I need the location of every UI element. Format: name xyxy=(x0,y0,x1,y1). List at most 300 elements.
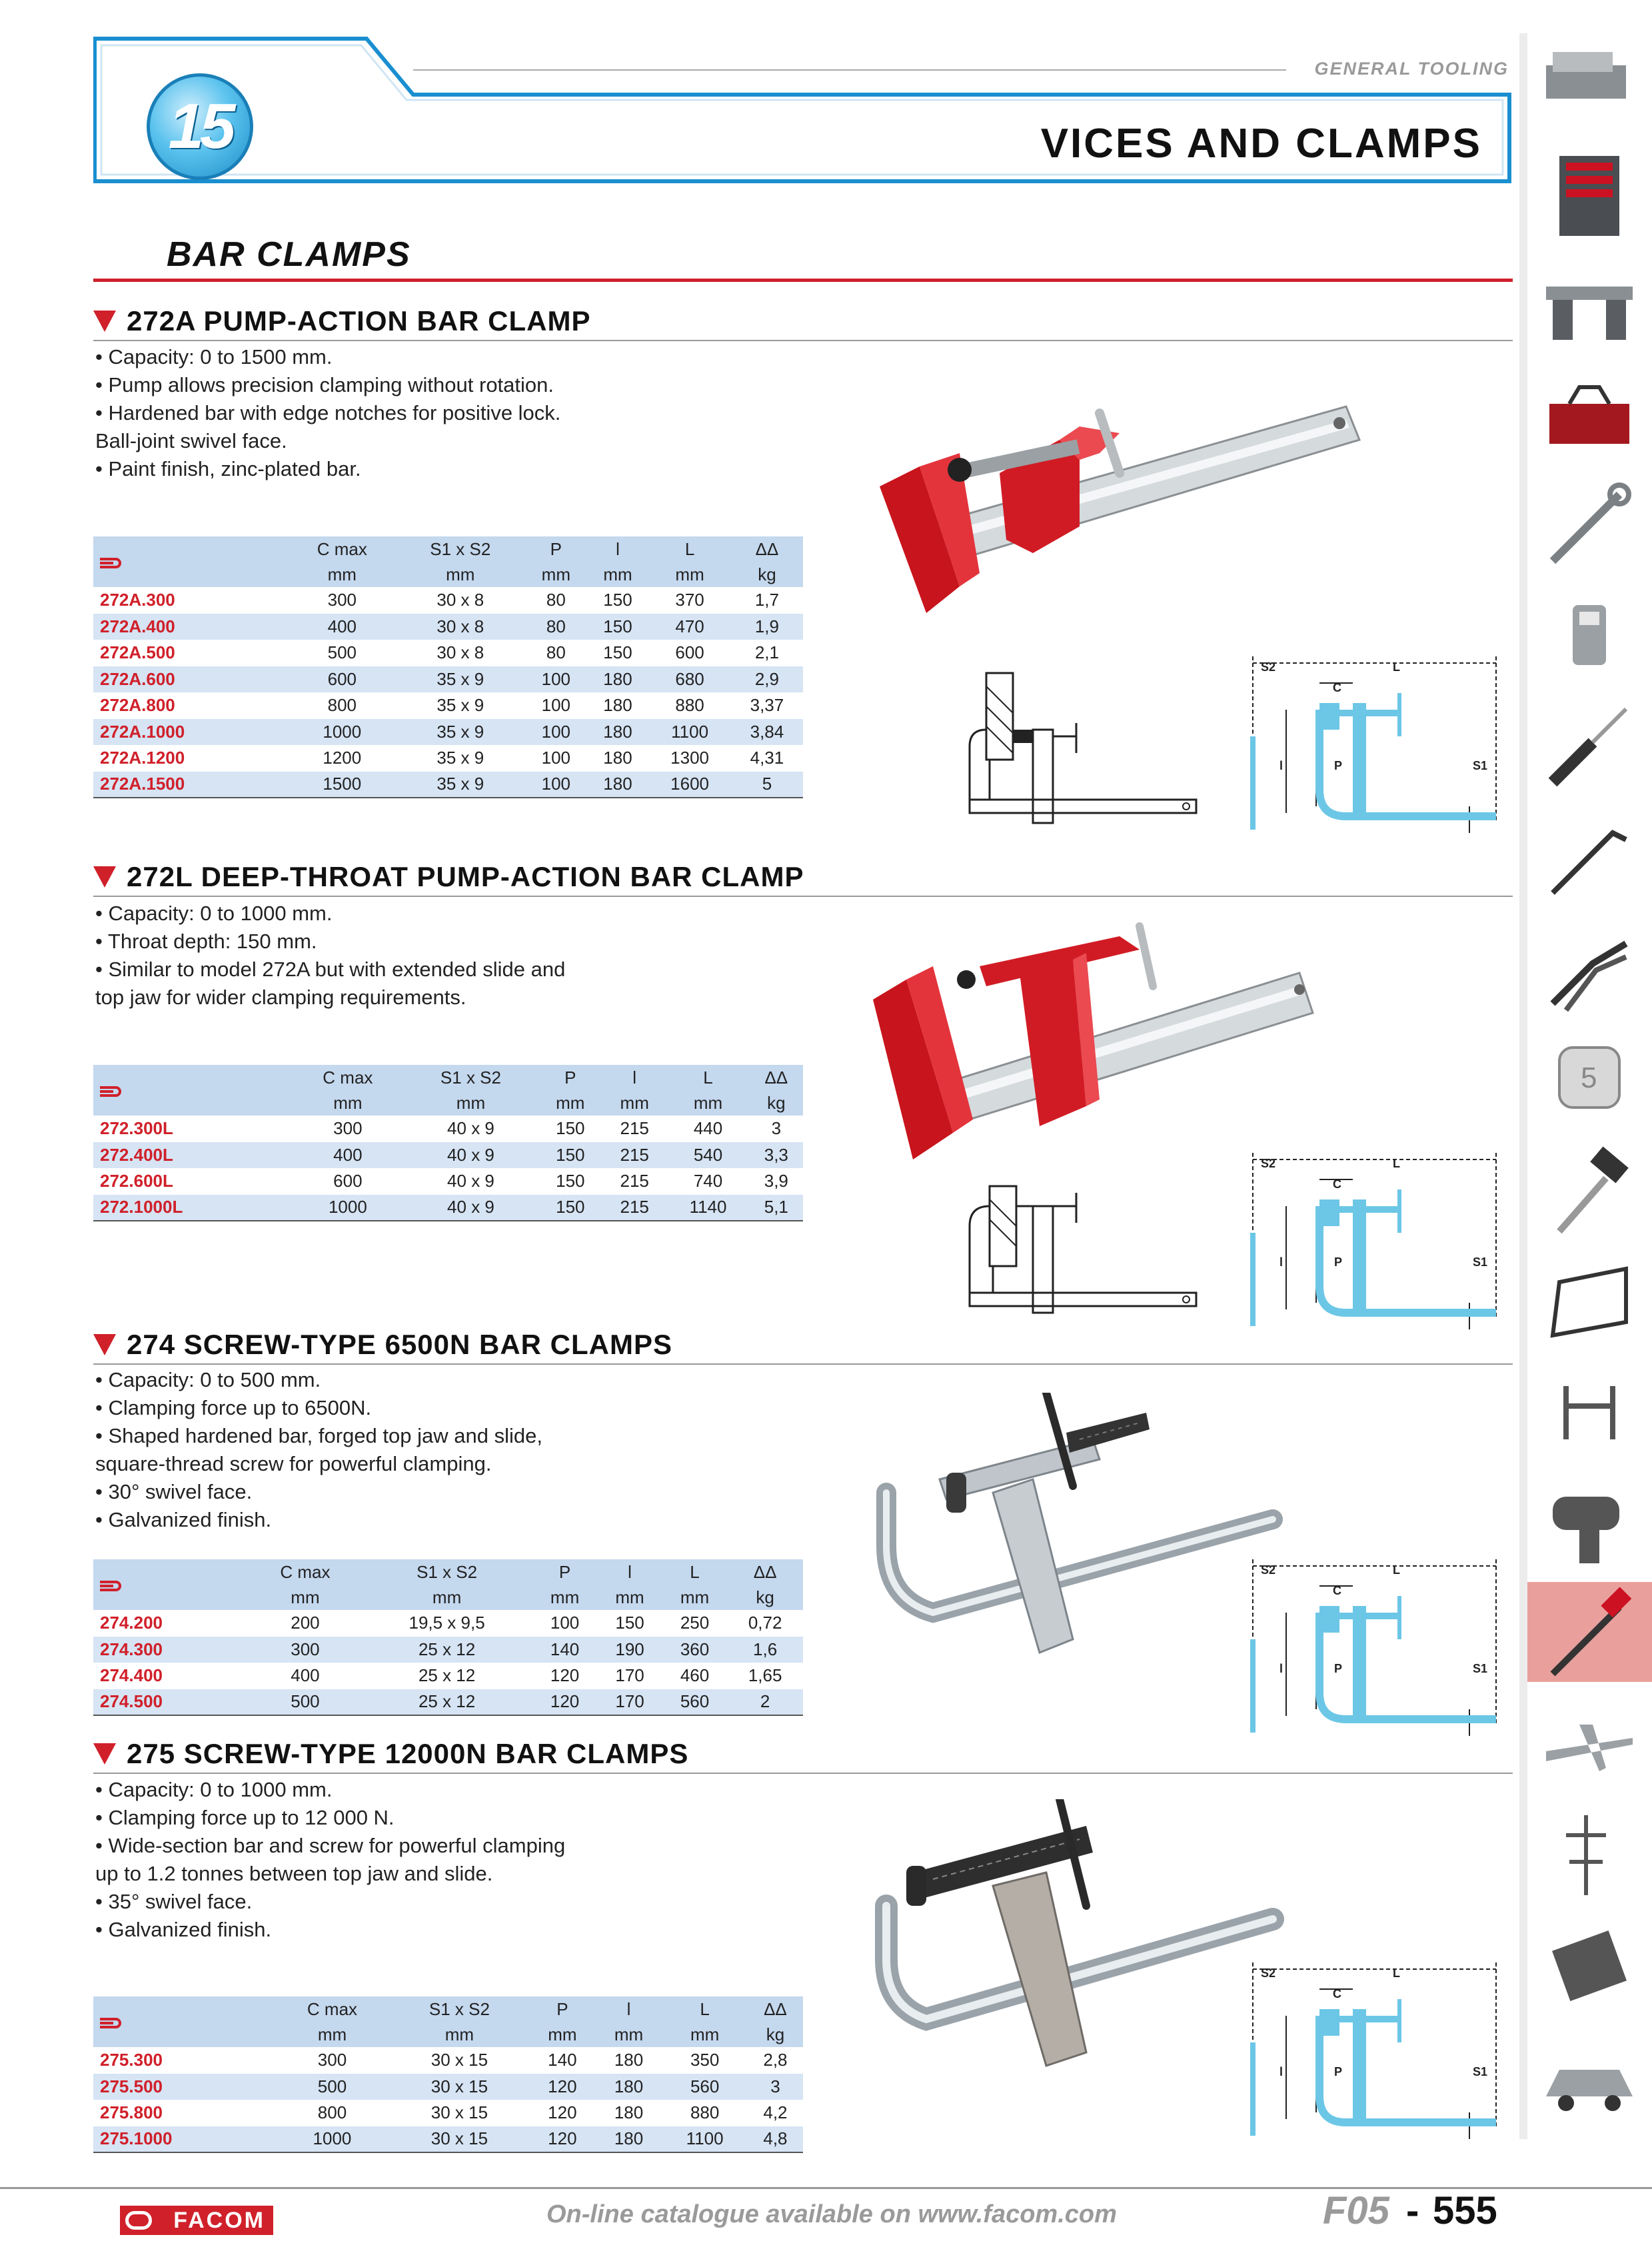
dimension-label-s2: S2 xyxy=(1261,1157,1276,1170)
column-header: ΔΔ xyxy=(750,1065,803,1090)
value-cell: 180 xyxy=(596,2074,662,2100)
value-cell: 180 xyxy=(596,2126,662,2153)
value-cell: 800 xyxy=(317,2102,347,2123)
product-title-text: 274 SCREW-TYPE 6500N BAR CLAMPS xyxy=(127,1329,673,1360)
description-line: • Paint finish, zinc-plated bar. xyxy=(95,457,361,480)
description-line: • Capacity: 0 to 500 mm. xyxy=(95,1368,321,1391)
reference-cell: 272.600L xyxy=(100,1171,173,1191)
table-row xyxy=(93,719,803,746)
value-cell: 19,5 x 9,5 xyxy=(409,1613,485,1633)
value-cell: 880 xyxy=(690,2102,720,2123)
table-row xyxy=(93,1637,803,1663)
sidenav-item[interactable] xyxy=(1527,1914,1652,2014)
value-cell: 120 xyxy=(529,2074,596,2100)
dimension-label-i: l xyxy=(1279,1255,1283,1269)
description-line: • Galvanized finish. xyxy=(95,1918,272,1941)
value-cell: 100 xyxy=(541,695,571,716)
reference-cell: 272A.600 xyxy=(93,666,289,693)
reference-cell: 272A.1200 xyxy=(100,748,185,768)
value-cell: 40 x 9 xyxy=(447,1171,494,1191)
spec-table xyxy=(93,1065,803,1221)
unit-header: mm xyxy=(662,2022,747,2047)
spec-table xyxy=(93,536,803,798)
value-cell: 400 xyxy=(291,1665,320,1686)
value-cell: 215 xyxy=(602,1142,666,1169)
electrical-icon xyxy=(1539,1809,1639,1902)
sidenav-item[interactable] xyxy=(1527,1250,1652,1350)
dimension-label-s1: S1 xyxy=(1473,2065,1488,2078)
table-row xyxy=(93,1610,803,1637)
column-header: l xyxy=(597,1559,662,1585)
value-cell: 400 xyxy=(289,614,395,640)
value-cell: 30 x 15 xyxy=(390,2126,529,2153)
column-header: S1 x S2 xyxy=(390,1996,529,2022)
value-cell: 300 xyxy=(317,2050,347,2070)
column-header: L xyxy=(648,536,731,562)
product-title-text: 275 SCREW-TYPE 12000N BAR CLAMPS xyxy=(127,1738,689,1769)
reference-column-header xyxy=(93,1559,249,1610)
column-header: C max xyxy=(292,1065,403,1090)
value-cell: 25 x 12 xyxy=(361,1637,532,1663)
reference-cell: 274.500 xyxy=(93,1689,249,1716)
car-icon xyxy=(1539,2030,1639,2123)
value-cell: 25 x 12 xyxy=(361,1689,532,1716)
value-cell: 150 xyxy=(603,642,632,663)
vice-icon xyxy=(1539,39,1639,132)
table-row xyxy=(93,640,803,666)
value-cell: 150 xyxy=(538,1195,602,1221)
dimension-label-p: P xyxy=(1334,2065,1343,2078)
sidenav-item[interactable] xyxy=(1527,1803,1652,1903)
value-cell: 120 xyxy=(532,1689,597,1716)
column-header: L xyxy=(666,1065,749,1090)
value-cell: 200 xyxy=(291,1613,320,1633)
aircraft-icon xyxy=(1539,1698,1639,1791)
table-row xyxy=(93,2126,803,2153)
sidenav-item[interactable] xyxy=(1527,697,1652,797)
product-rule xyxy=(93,1363,1513,1365)
dimension-label-l: L xyxy=(1393,1563,1400,1577)
unit-header: kg xyxy=(750,1090,803,1116)
table-row xyxy=(93,1168,803,1195)
column-header: ΔΔ xyxy=(731,536,803,562)
facom-logo-mark-icon xyxy=(125,2211,152,2230)
dimension-label-c: C xyxy=(1333,1177,1341,1191)
value-cell: 4,31 xyxy=(750,748,784,768)
wrench-icon xyxy=(1539,481,1639,574)
value-cell: 100 xyxy=(525,719,587,746)
sidenav-item[interactable] xyxy=(1527,144,1652,244)
unit-header: mm xyxy=(289,562,395,587)
reference-column-header xyxy=(93,1996,275,2047)
value-cell: 360 xyxy=(662,1637,727,1663)
value-cell: 1000 xyxy=(289,719,395,746)
value-cell: 440 xyxy=(693,1118,723,1139)
reference-cell: 275.800 xyxy=(100,2102,163,2123)
sidenav-item[interactable] xyxy=(1527,586,1652,686)
description-line: • Wide-section bar and screw for powerful clamping xyxy=(95,1834,566,1857)
footer-tagline: On-line catalogue available on www.facom.com xyxy=(546,2200,1117,2228)
value-cell: 180 xyxy=(587,719,649,746)
column-header: S1 x S2 xyxy=(361,1559,532,1585)
hex-key-icon xyxy=(1539,813,1639,906)
value-cell: 150 xyxy=(615,1613,644,1633)
value-cell: 1300 xyxy=(670,748,710,768)
sidenav-item[interactable] xyxy=(1527,2024,1652,2124)
value-cell: 180 xyxy=(587,772,649,798)
value-cell: 180 xyxy=(603,748,632,768)
table-row xyxy=(93,1689,803,1716)
reference-cell: 272A.400 xyxy=(93,614,289,640)
deep-throat-clamp-photo xyxy=(873,913,1326,1166)
dimension-label-s2: S2 xyxy=(1261,1966,1276,1980)
reference-cell: 275.300 xyxy=(100,2050,163,2070)
sidenav-item[interactable] xyxy=(1527,365,1652,465)
value-cell: 560 xyxy=(662,1689,727,1716)
toolbox-icon xyxy=(1539,371,1639,464)
pliers-icon xyxy=(1539,924,1639,1017)
unit-header: mm xyxy=(602,1090,666,1116)
product-title xyxy=(93,861,804,893)
sidenav-item[interactable] xyxy=(1527,1471,1652,1571)
value-cell: 300 xyxy=(249,1637,362,1663)
dimension-label-p: P xyxy=(1334,759,1343,772)
value-cell: 3,37 xyxy=(750,695,784,716)
unit-header: kg xyxy=(731,562,803,587)
sidenav-item[interactable] xyxy=(1527,1029,1652,1129)
value-cell: 2 xyxy=(727,1689,803,1716)
sidenav-bar xyxy=(1519,33,1527,2139)
reference-column-header xyxy=(93,1065,292,1116)
reference-cell: 272A.800 xyxy=(100,695,175,716)
tape-measure-icon xyxy=(1539,1034,1639,1128)
value-cell: 30 x 15 xyxy=(430,2102,488,2123)
value-cell: 150 xyxy=(538,1142,602,1169)
value-cell: 680 xyxy=(648,666,731,693)
pump-clamp-photo xyxy=(880,386,1379,626)
unit-header: mm xyxy=(648,562,731,587)
screwdriver-icon xyxy=(1539,702,1639,796)
table-row xyxy=(93,1116,803,1142)
value-cell: 180 xyxy=(614,2102,644,2123)
value-cell: 35 x 9 xyxy=(396,772,525,798)
value-cell: 540 xyxy=(666,1142,749,1169)
column-header: S1 x S2 xyxy=(396,536,525,562)
description-line: • Clamping force up to 12 000 N. xyxy=(95,1806,395,1829)
description-line: • Pump allows precision clamping without rotation. xyxy=(95,373,554,396)
spec-table xyxy=(93,1559,803,1716)
value-cell: 180 xyxy=(614,2050,644,2070)
dimension-diagram xyxy=(1233,1153,1499,1333)
value-cell: 470 xyxy=(648,614,731,640)
value-cell: 170 xyxy=(597,1689,662,1716)
value-cell: 1140 xyxy=(666,1195,749,1221)
value-cell: 460 xyxy=(680,1665,710,1686)
triangle-marker-icon xyxy=(93,866,116,888)
main-title: BAR CLAMPS xyxy=(167,235,411,274)
facom-reference-icon xyxy=(99,2016,121,2030)
value-cell: 215 xyxy=(620,1118,649,1139)
value-cell: 40 x 9 xyxy=(403,1195,538,1221)
description-line: square-thread screw for powerful clamping. xyxy=(95,1452,492,1475)
unit-header: kg xyxy=(748,2022,803,2047)
value-cell: 1000 xyxy=(275,2126,390,2153)
value-cell: 1100 xyxy=(648,719,731,746)
triangle-marker-icon xyxy=(93,1334,116,1355)
table-header-row xyxy=(93,1559,803,1585)
value-cell: 80 xyxy=(546,642,566,663)
column-header: P xyxy=(532,1559,597,1585)
reference-cell: 274.400 xyxy=(100,1665,163,1686)
value-cell: 120 xyxy=(550,1665,580,1686)
value-cell: 215 xyxy=(602,1195,666,1221)
product-description xyxy=(95,1776,695,1944)
unit-header: mm xyxy=(396,562,525,587)
description-line: • Hardened bar with edge notches for positive lock. xyxy=(95,401,561,424)
table-row xyxy=(93,772,803,798)
value-cell: 250 xyxy=(680,1613,710,1633)
description-line: up to 1.2 tonnes between top jaw and slide. xyxy=(95,1862,493,1885)
value-cell: 400 xyxy=(292,1142,403,1169)
value-cell: 120 xyxy=(529,2126,596,2153)
value-cell: 80 xyxy=(525,614,587,640)
value-cell: 1000 xyxy=(292,1195,403,1221)
table-row xyxy=(93,2074,803,2100)
pipe-wrench-icon xyxy=(1539,1587,1639,1681)
column-header: L xyxy=(662,1996,747,2022)
sidenav-item[interactable] xyxy=(1527,808,1652,908)
column-header: L xyxy=(662,1559,727,1585)
value-cell: 4,8 xyxy=(748,2126,803,2153)
dimension-diagram xyxy=(1233,1559,1499,1739)
unit-header: mm xyxy=(666,1090,749,1116)
description-line: • Shaped hardened bar, forged top jaw and slide, xyxy=(95,1424,542,1447)
clamp-side-diagram xyxy=(960,666,1200,826)
value-cell: 30 x 8 xyxy=(436,590,484,610)
value-cell: 2,9 xyxy=(731,666,803,693)
table-row xyxy=(93,1195,803,1221)
value-cell: 370 xyxy=(675,590,704,610)
value-cell: 80 xyxy=(546,590,566,610)
sidenav-item[interactable] xyxy=(1527,918,1652,1018)
value-cell: 150 xyxy=(556,1118,585,1139)
value-cell: 35 x 9 xyxy=(436,748,484,768)
value-cell: 500 xyxy=(275,2074,390,2100)
table-header-row xyxy=(93,1065,803,1090)
column-header: C max xyxy=(289,536,395,562)
value-cell: 3 xyxy=(771,1118,782,1139)
dimension-label-i: l xyxy=(1279,2065,1283,2078)
column-header: ΔΔ xyxy=(748,1996,803,2022)
footer-rule xyxy=(0,2187,1652,2189)
reference-cell: 274.200 xyxy=(100,1613,163,1633)
page-number: 555 xyxy=(1433,2189,1497,2232)
value-cell: 1200 xyxy=(323,748,362,768)
description-line: top jaw for wider clamping requirements. xyxy=(95,986,466,1009)
column-header: l xyxy=(596,1996,662,2022)
description-line: • Similar to model 272A but with extended slide and xyxy=(95,958,566,981)
value-cell: 350 xyxy=(690,2050,720,2070)
unit-header: mm xyxy=(403,1090,538,1116)
value-cell: 140 xyxy=(548,2050,577,2070)
description-line: • Clamping force up to 6500N. xyxy=(95,1396,372,1419)
dimension-diagram xyxy=(1233,656,1499,836)
value-cell: 2,8 xyxy=(763,2050,788,2070)
value-cell: 40 x 9 xyxy=(403,1142,538,1169)
sidenav-item[interactable] xyxy=(1527,1582,1652,1682)
value-cell: 3,9 xyxy=(764,1171,788,1191)
dimension-label-i: l xyxy=(1279,759,1283,772)
value-cell: 1,65 xyxy=(748,1665,782,1686)
unit-header: mm xyxy=(390,2022,529,2047)
unit-header: kg xyxy=(727,1585,803,1610)
reference-cell: 275.500 xyxy=(93,2074,275,2100)
value-cell: 300 xyxy=(327,590,357,610)
column-header: l xyxy=(602,1065,666,1090)
description-line: • Capacity: 0 to 1500 mm. xyxy=(95,345,333,369)
dimension-label-l: L xyxy=(1393,660,1400,674)
page-title: VICES AND CLAMPS xyxy=(1040,121,1482,167)
description-line: • 35° swivel face. xyxy=(95,1890,253,1913)
value-cell: 1,6 xyxy=(727,1637,803,1663)
column-header: C max xyxy=(275,1996,390,2022)
sidenav-item[interactable] xyxy=(1527,33,1652,133)
unit-header: mm xyxy=(597,1585,662,1610)
value-cell: 25 x 12 xyxy=(418,1665,476,1686)
triangle-marker-icon xyxy=(93,1743,116,1765)
workbench-icon xyxy=(1539,260,1639,353)
value-cell: 100 xyxy=(550,1613,580,1633)
value-cell: 600 xyxy=(333,1171,363,1191)
sidenav-item[interactable] xyxy=(1527,1139,1652,1239)
footer-separator: - xyxy=(1406,2189,1419,2232)
value-cell: 5 xyxy=(731,772,803,798)
sidenav-item[interactable] xyxy=(1527,255,1652,355)
dimension-label-p: P xyxy=(1334,1255,1343,1269)
tool-cabinet-icon xyxy=(1539,149,1639,243)
chapter-badge: 15 xyxy=(147,73,253,180)
value-cell: 3,3 xyxy=(750,1142,803,1169)
description-line: Ball-joint swivel face. xyxy=(95,429,287,452)
dimension-label-l: L xyxy=(1393,1157,1400,1170)
value-cell: 150 xyxy=(556,1171,585,1191)
table-row xyxy=(93,2100,803,2126)
column-header: P xyxy=(529,1996,596,2022)
value-cell: 30 x 15 xyxy=(390,2074,529,2100)
unit-header: mm xyxy=(596,2022,662,2047)
description-line: • Throat depth: 150 mm. xyxy=(95,930,317,953)
value-cell: 3 xyxy=(748,2074,803,2100)
screw-clamp-12000-photo xyxy=(873,1799,1286,2086)
svg-text:5: 5 xyxy=(1581,1062,1597,1094)
unit-header: mm xyxy=(532,1585,597,1610)
facom-logo-text: FACOM xyxy=(173,2207,265,2233)
reference-cell: 272.400L xyxy=(93,1142,292,1169)
product-description xyxy=(95,343,695,483)
table-row xyxy=(93,692,803,719)
value-cell: 1100 xyxy=(662,2126,747,2153)
product-description xyxy=(95,1366,695,1534)
dimension-label-s2: S2 xyxy=(1261,1563,1276,1577)
dimension-label-s2: S2 xyxy=(1261,660,1276,674)
value-cell: 1,7 xyxy=(754,590,779,610)
value-cell: 800 xyxy=(327,695,357,716)
value-cell: 4,2 xyxy=(763,2102,788,2123)
unit-header: mm xyxy=(361,1585,532,1610)
value-cell: 35 x 9 xyxy=(396,719,525,746)
dimension-label-c: C xyxy=(1333,1584,1341,1597)
table-row xyxy=(93,1142,803,1169)
value-cell: 600 xyxy=(675,642,704,663)
value-cell: 1500 xyxy=(289,772,395,798)
value-cell: 500 xyxy=(327,642,357,663)
value-cell: 100 xyxy=(541,748,571,768)
product-rule xyxy=(93,340,1513,341)
value-cell: 190 xyxy=(597,1637,662,1663)
value-cell: 150 xyxy=(587,614,649,640)
value-cell: 180 xyxy=(603,695,632,716)
table-row xyxy=(93,666,803,693)
facom-reference-icon xyxy=(99,1579,121,1593)
hammer-icon xyxy=(1539,1145,1639,1238)
unit-header: mm xyxy=(662,1585,727,1610)
column-header: S1 x S2 xyxy=(403,1065,538,1090)
hacksaw-icon xyxy=(1539,1255,1639,1349)
dimension-label-l: L xyxy=(1393,1966,1400,1980)
table-row xyxy=(93,745,803,772)
column-header: l xyxy=(587,536,649,562)
product-title xyxy=(93,1738,688,1770)
screw-clamp-6500-photo xyxy=(873,1393,1286,1679)
sidenav-item[interactable] xyxy=(1527,476,1652,576)
value-cell: 2,1 xyxy=(754,642,779,663)
sidenav-item[interactable] xyxy=(1527,1693,1652,1793)
value-cell: 560 xyxy=(662,2074,747,2100)
value-cell: 5,1 xyxy=(750,1195,803,1221)
value-cell: 100 xyxy=(525,666,587,693)
product-description xyxy=(95,900,695,1012)
column-header: ΔΔ xyxy=(727,1559,803,1585)
impact-wrench-icon xyxy=(1539,1477,1639,1570)
reference-cell: 274.300 xyxy=(93,1637,249,1663)
value-cell: 180 xyxy=(587,666,649,693)
value-cell: 1600 xyxy=(648,772,731,798)
reference-cell: 272A.1500 xyxy=(93,772,289,798)
socket-icon xyxy=(1539,592,1639,685)
table-row xyxy=(93,587,803,614)
unit-header: mm xyxy=(249,1585,362,1610)
sidenav-item[interactable] xyxy=(1527,1361,1652,1461)
reference-cell: 272A.500 xyxy=(100,642,175,663)
column-header: P xyxy=(538,1065,602,1090)
reference-cell: 272A.1000 xyxy=(93,719,289,746)
value-cell: 300 xyxy=(333,1118,363,1139)
table-header-row xyxy=(93,1996,803,2022)
value-cell: 100 xyxy=(525,772,587,798)
puller-icon xyxy=(1539,1366,1639,1459)
reference-cell: 275.1000 xyxy=(93,2126,275,2153)
value-cell: 30 x 8 xyxy=(436,642,484,663)
product-title-text: 272A PUMP-ACTION BAR CLAMP xyxy=(127,305,591,337)
description-line: • Capacity: 0 to 1000 mm. xyxy=(95,1778,333,1801)
dimension-label-s1: S1 xyxy=(1473,759,1488,772)
value-cell: 170 xyxy=(615,1665,644,1686)
reference-cell: 272.300L xyxy=(100,1118,173,1139)
value-cell: 120 xyxy=(548,2102,577,2123)
table-header-row xyxy=(93,536,803,562)
value-cell: 30 x 8 xyxy=(396,614,525,640)
dimension-label-c: C xyxy=(1333,681,1341,694)
